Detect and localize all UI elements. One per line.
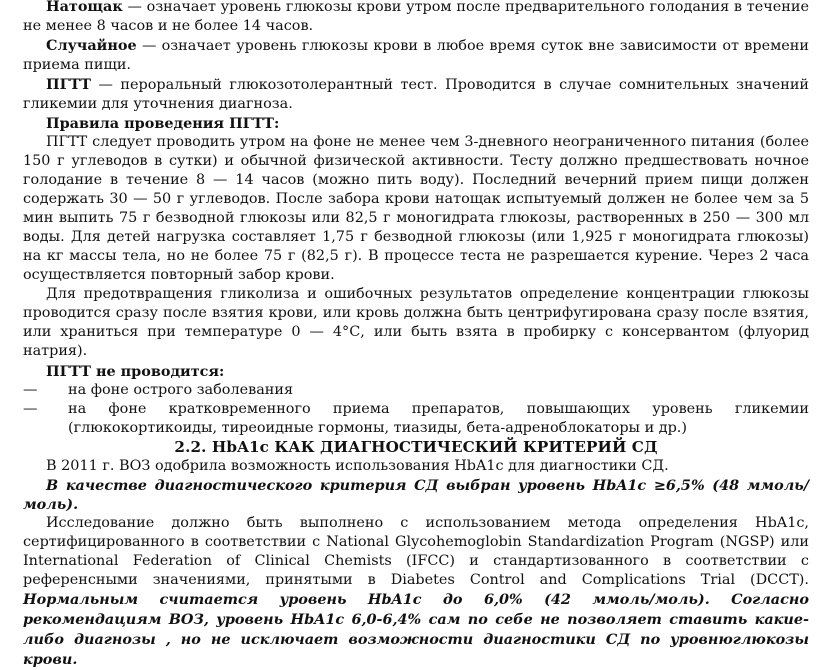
- section-paragraph-3-emphasis: Нормальным считается уровень HbA1c до 6,0% (42 ммоль/моль). Согласно рекомендациям ВОЗ, уровень HbA1c 6,0-6,4% сам по себе не позволяет ставить какие-либо диагнозы , но не исключает возможности диагностики СД по уровнюглюкозы крови.: [23, 591, 809, 668]
- rules-paragraph-1: ПГТТ следует проводить утром на фоне не менее чем 3-дневного неограниченного питания (более 150 г углеводов в сутки) и обычной физической активности. Тесту должно предшествовать ночное голодание в течение 8 — 14 часов (можно пить воду). Последний вечерний прием пищи должен содержать 30 — 50 г углеводов. После забора крови натощак испытуемый должен не более чем за 5 мин выпить 75 г безводной глюкозы или 82,5 г моногидрата глюкозы, растворенных в 250 — 300 мл воды. Для детей нагрузка составляет 1,75 г безводной глюкозы (или 1,925 г моногидрата глюкозы) на кг массы тела, но не более 75 г (82,5 г). В процессе теста не разрешается курение. Через 2 часа осуществляется повторный забор крови.: [23, 134, 809, 283]
- definition-random-text: — означает уровень глюкозы крови в любое время суток вне зависимости от времени приема пищи.: [23, 38, 809, 73]
- section-paragraph-3-text: Исследование должно быть выполнено с использованием метода определения HbA1c, сертифицированного в соответствии с National Glycohemoglobin Standardization Program (NGSP) или International Federation of Clinical Chemists (IFCC) и стандартизованного в соответствии с референсными значениями, принятыми в Diabetes Control and Complications Trial (DCCT).: [23, 515, 809, 588]
- list-item: — на фоне кратковременного приема препаратов, повышающих уровень гликемии (глюкокортикоиды, тиреоидные гормоны, тиазиды, бета-адреноблокаторы и др.): [23, 400, 809, 438]
- definition-fasting: [23, 0, 809, 36]
- section-paragraph-2: В качестве диагностического критерия СД выбран уровень HbA1c ≥6,5% (48 ммоль/моль).: [23, 477, 809, 513]
- not-performed-list: [23, 381, 809, 438]
- definition-random: [23, 36, 809, 75]
- section-paragraph-3: [23, 514, 809, 670]
- rules-paragraph-2: Для предотвращения гликолиза и ошибочных результатов определение концентрации глюкозы проводится сразу после взятия крови, или кровь должна быть центрифугирована сразу после взятия, или храниться при температуре 0 — 4°С, или быть взята в пробирку с консервантом (флуорид натрия).: [23, 286, 809, 359]
- term-fasting: Натощак: [46, 0, 123, 15]
- list-item: — на фоне острого заболевания: [23, 381, 809, 400]
- term-ogtt: ПГТТ: [46, 76, 91, 93]
- definition-ogtt-text: — пероральный глюкозотолерантный тест. Проводится в случае сомнительных значений гликемии для уточнения диагноза.: [23, 77, 809, 112]
- definition-ogtt: [23, 75, 809, 114]
- term-random: Случайное: [46, 37, 137, 54]
- rules-title: Правила проведения ПГТТ:: [46, 115, 280, 132]
- definition-fasting-text: — означает уровень глюкозы крови утром после предварительного голодания в течение не менее 8 часов и не более 14 часов.: [23, 0, 809, 34]
- section-heading: 2.2. HbA1c КАК ДИАГНОСТИЧЕСКИЙ КРИТЕРИЙ СД: [174, 438, 658, 456]
- section-paragraph-1: В 2011 г. ВОЗ одобрила возможность использования HbA1c для диагностики СД.: [46, 458, 669, 474]
- not-performed-title: ПГТТ не проводится:: [46, 363, 225, 380]
